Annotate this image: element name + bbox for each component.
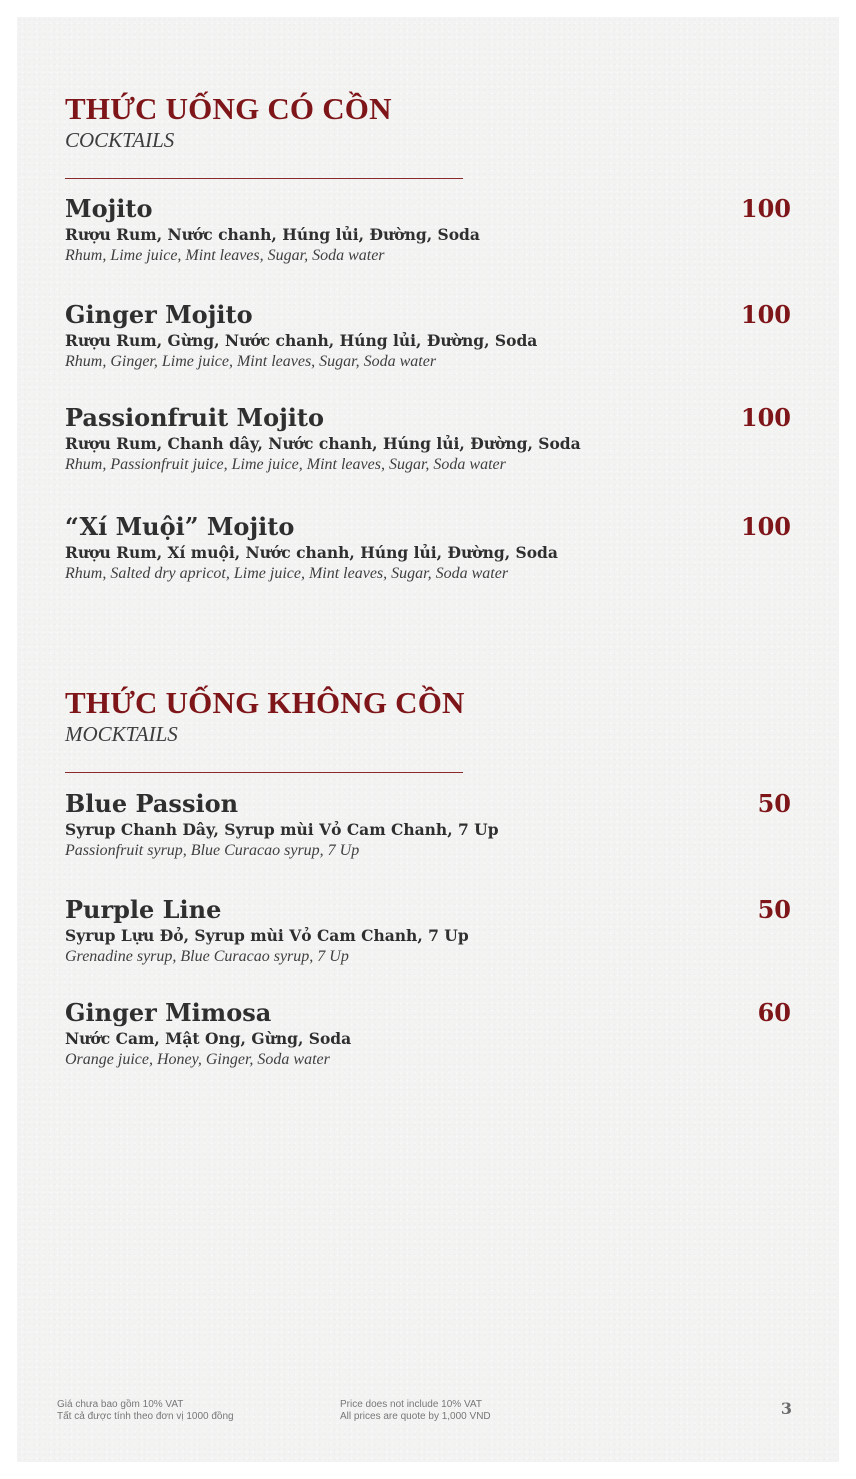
section-mocktails xyxy=(65,685,791,1105)
item-description-en: Orange juice, Honey, Ginger, Soda water xyxy=(65,1051,330,1068)
item-name: Purple Line xyxy=(65,895,222,924)
item-name: Blue Passion xyxy=(65,789,239,818)
footer-vi-line2: Tất cả được tính theo đơn vị 1000 đồng xyxy=(57,1411,234,1422)
menu-item xyxy=(65,194,791,266)
item-name: “Xí Muội” Mojito xyxy=(65,512,295,541)
section-cocktails xyxy=(65,91,791,611)
footer-en-line2: All prices are quote by 1,000 VND xyxy=(340,1411,491,1422)
item-name: Ginger Mojito xyxy=(65,300,253,329)
item-description-vi: Nước Cam, Mật Ong, Gừng, Soda xyxy=(65,1029,352,1048)
item-description-vi: Rượu Rum, Nước chanh, Húng lủi, Đường, Soda xyxy=(65,225,480,244)
footer-vat-note-en xyxy=(340,1399,491,1423)
footer-en-line1: Price does not include 10% VAT xyxy=(340,1399,482,1410)
menu-item xyxy=(65,895,791,967)
item-description-en: Passionfruit syrup, Blue Curacao syrup, 7 Up xyxy=(65,842,360,859)
item-price: 100 xyxy=(740,194,791,223)
item-name: Ginger Mimosa xyxy=(65,998,272,1027)
item-description-vi: Rượu Rum, Xí muội, Nước chanh, Húng lủi, Đường, Soda xyxy=(65,543,558,562)
footer-vat-note-vi xyxy=(57,1399,234,1423)
menu-item xyxy=(65,300,791,372)
item-description-vi: Syrup Lựu Đỏ, Syrup mùi Vỏ Cam Chanh, 7 Up xyxy=(65,926,469,945)
item-price: 100 xyxy=(740,300,791,329)
section-divider xyxy=(65,772,463,773)
menu-item xyxy=(65,403,791,475)
menu-item xyxy=(65,998,791,1070)
footer-vi-line1: Giá chưa bao gồm 10% VAT xyxy=(57,1399,184,1410)
item-price: 100 xyxy=(740,403,791,432)
item-name: Passionfruit Mojito xyxy=(65,403,324,432)
page-number: 3 xyxy=(780,1399,792,1418)
item-description-vi: Rượu Rum, Gừng, Nước chanh, Húng lủi, Đường, Soda xyxy=(65,331,538,350)
item-price: 50 xyxy=(757,895,791,924)
section-title: THỨC UỐNG KHÔNG CỒN xyxy=(65,685,465,720)
item-description-vi: Rượu Rum, Chanh dây, Nước chanh, Húng lủi, Đường, Soda xyxy=(65,434,581,453)
item-description-en: Rhum, Passionfruit juice, Lime juice, Mint leaves, Sugar, Soda water xyxy=(65,456,506,473)
item-description-vi: Syrup Chanh Dây, Syrup mùi Vỏ Cam Chanh, 7 Up xyxy=(65,820,499,839)
item-description-en: Rhum, Lime juice, Mint leaves, Sugar, Soda water xyxy=(65,247,385,264)
item-description-en: Rhum, Ginger, Lime juice, Mint leaves, Sugar, Soda water xyxy=(65,353,437,370)
menu-item xyxy=(65,789,791,861)
item-price: 50 xyxy=(757,789,791,818)
section-subtitle: COCKTAILS xyxy=(65,128,175,152)
item-price: 60 xyxy=(757,998,791,1027)
section-divider xyxy=(65,178,463,179)
menu-item xyxy=(65,512,791,584)
item-description-en: Rhum, Salted dry apricot, Lime juice, Mint leaves, Sugar, Soda water xyxy=(65,565,509,582)
menu-page xyxy=(17,17,839,1462)
section-title: THỨC UỐNG CÓ CỒN xyxy=(65,91,392,126)
section-subtitle: MOCKTAILS xyxy=(65,722,178,746)
item-price: 100 xyxy=(740,512,791,541)
item-description-en: Grenadine syrup, Blue Curacao syrup, 7 Up xyxy=(65,948,349,965)
item-name: Mojito xyxy=(65,194,153,223)
